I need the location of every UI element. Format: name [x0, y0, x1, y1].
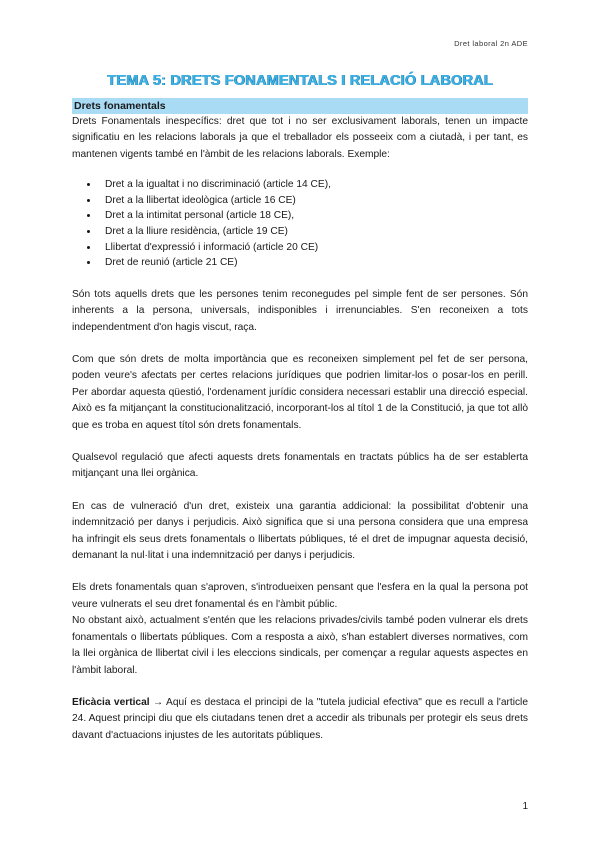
list-item: • Dret a la llibertat ideològica (article 16 CE): [99, 193, 528, 209]
document-title: TEMA 5: DRETS FONAMENTALS I RELACIÓ LABORAL: [107, 73, 493, 89]
arrow-icon: →: [153, 696, 164, 708]
page-number: 1: [522, 801, 528, 812]
section-heading: Drets fonamentals: [72, 98, 528, 114]
list-item: • Dret a la intimitat personal (article 18 CE),: [99, 208, 528, 224]
list-item: • Llibertat d'expressió i informació (article 20 CE): [99, 240, 528, 256]
document-body: [72, 98, 528, 744]
body-paragraph: Qualsevol regulació que afecti aquests drets fonamentals en tractats públics ha de ser establerta mitjançant una llei orgànica.: [72, 452, 528, 480]
vertical-efficacy-term: Eficàcia vertical: [72, 696, 150, 708]
rights-list: [72, 177, 528, 271]
intro-paragraph: Drets Fonamentals inespecífics: dret que tot i no ser exclusivament laborals, tenen un impacte significatiu en les relacions laborals ja que el treballador els posseeix com a ciutadà, i per tant, es mantenen vigents també en l'àmbit de les relacions laborals. Exemple:: [72, 116, 528, 160]
list-item: • Dret a la igualtat i no discriminació (article 14 CE),: [99, 177, 528, 193]
body-paragraph: No obstant això, actualment s'entén que les relacions privades/civils també poden vulnerar els drets fonamentals o llibertats públiques. Com a resposta a això, s'han establert diverses normatives, com la llei orgànica de llibertat civil i les eleccions sindicals, per començar a regular aquests aspectes en l'àmbit laboral.: [72, 615, 528, 676]
body-paragraph: Els drets fonamentals quan s'aproven, s'introdueixen pensant que l'esfera en la qual la persona pot veure vulnerats el seu dret fonamental és en l'àmbit públic.: [72, 582, 528, 610]
body-paragraph: Com que són drets de molta importància que es reconeixen simplement pel fet de ser persona, poden veure's afectats per certes relacions jurídiques que podrien limitar-los o posar-los en perill. Per abordar aquesta qüestió, l'ordenament jurídic considera necessari establir una direcció especial. Això es fa mitjançant la constitucionalització, incorporant-los al títol 1 de la Constitució, ja que tot allò que es troba en aquest títol són drets fonamentals.: [72, 354, 528, 431]
body-paragraph: En cas de vulneració d'un dret, existeix una garantia addicional: la possibilitat d'obtenir una indemnització per danys i perjudicis. Això significa que si una persona considera que una empresa ha infringit els seus drets fonamentals o llibertats públiques, té el dret de impugnar aquesta decisió, demanant la nul·litat i una indemnització per danys i perjudicis.: [72, 500, 528, 562]
body-paragraph: Són tots aquells drets que les persones tenim reconegudes pel simple fent de ser persones. Són inherents a la persona, universals, indisponibles i irrenunciables. S'en reconeixen a tots independentment d'on hagis viscut, raça.: [72, 288, 528, 333]
vertical-efficacy-paragraph: [72, 695, 528, 744]
list-item: • Dret a la lliure residència, (article 19 CE): [99, 224, 528, 240]
vertical-efficacy-text: Aquí es destaca el principi de la "tutela judicial efectiva" que es recull a l'article 24. Aquest principi diu que els ciutadans tenen dret a accedir als tribunals per protegir els seus drets davant d'actuacions injustes de les autoritats públiques.: [72, 696, 528, 741]
list-item: • Dret de reunió (article 21 CE): [99, 255, 528, 271]
document-header-note: Dret laboral 2n ADE: [454, 39, 528, 48]
